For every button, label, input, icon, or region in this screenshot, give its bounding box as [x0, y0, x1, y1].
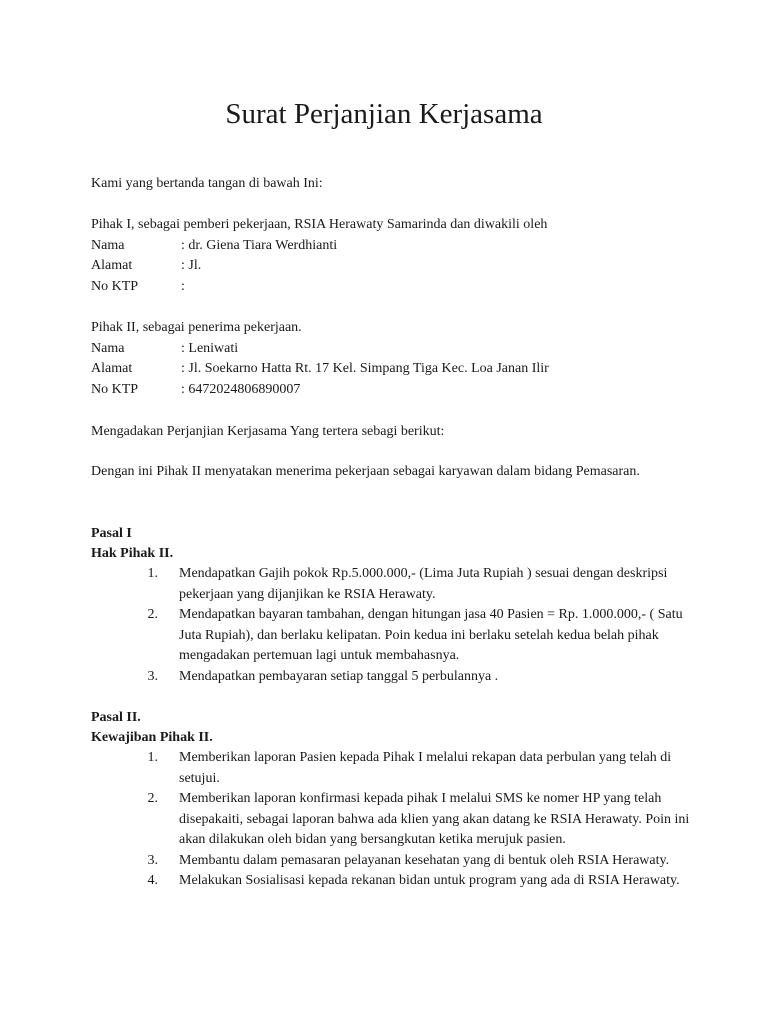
- list-text: Membantu dalam pemasaran pelayanan kesehatan yang di bentuk oleh RSIA Herawaty.: [179, 852, 670, 868]
- field-value: : Leniwati: [181, 340, 239, 356]
- field-label: Nama: [91, 340, 125, 356]
- list-text: Melakukan Sosialisasi kepada rekanan bidan untuk program yang ada di RSIA Herawaty.: [179, 873, 680, 888]
- list-text: Mendapatkan bayaran tambahan, dengan hitungan jasa 40 Pasien = Rp. 1.000.000,- ( Satu Juta Rupiah), dan berlaku kelipatan. Poin kedua ini berlaku setelah kedua belah pihak mengadakan pertemuan lagi untuk membahasnya.: [179, 607, 683, 663]
- pihak1-row-nama: [91, 236, 547, 257]
- pasal2-subheading: Kewajiban Pihak II.: [91, 730, 213, 745]
- pihak2-row-ktp: [91, 380, 549, 401]
- field-value: :: [181, 278, 185, 294]
- statement-line: Mengadakan Perjanjian Kerjasama Yang tertera sebagi berikut:: [91, 424, 445, 439]
- pihak2-row-nama: [91, 339, 549, 360]
- field-label: Nama: [91, 237, 125, 253]
- field-label: Alamat: [91, 258, 133, 273]
- list-number: 2.: [147, 607, 158, 622]
- list-text: Mendapatkan pembayaran setiap tanggal 5 perbulannya .: [179, 668, 499, 684]
- list-text: Mendapatkan Gajih pokok Rp.5.000.000,- (Lima Juta Rupiah ) sesuai dengan deskripsi pekerjaan yang dijanjikan ke RSIA Herawaty.: [179, 566, 668, 602]
- pihak2-heading: Pihak II, sebagai penerima pekerjaan.: [91, 320, 302, 335]
- document-title: Surat Perjanjian Kerjasama: [225, 98, 543, 130]
- list-number: 4.: [147, 873, 158, 888]
- list-text: Memberikan laporan Pasien kepada Pihak I melalui rekapan data perbulan yang telah di setujui.: [179, 750, 672, 786]
- list-item: [91, 871, 691, 892]
- declaration-paragraph: Dengan ini Pihak II menyatakan menerima pekerjaan sebagai karyawan dalam bidang Pemasaran.: [91, 464, 640, 479]
- pihak1-row-alamat: [91, 256, 547, 277]
- field-label: No KTP: [91, 381, 139, 397]
- list-number: 1.: [147, 566, 158, 581]
- list-number: 1.: [147, 750, 158, 765]
- list-text: Memberikan laporan konfirmasi kepada pihak I melalui SMS ke nomer HP yang telah disepakaiti, sebagai laporan bahwa ada klien yang akan datang ke RSIA Herawaty. Poin ini akan dilakukan oleh bidan yang bersangkutan ketika merujuk pasien.: [179, 791, 690, 847]
- pasal2-list: [91, 748, 691, 892]
- field-value: : 6472024806890007: [181, 381, 301, 397]
- list-number: 2.: [147, 791, 158, 806]
- field-label: No KTP: [91, 278, 139, 294]
- pihak2-row-alamat: [91, 359, 549, 380]
- pasal1-list: [91, 564, 691, 687]
- field-label: Alamat: [91, 361, 133, 376]
- intro-line: Kami yang bertanda tangan di bawah Ini:: [91, 176, 323, 191]
- pasal1-heading: Pasal I: [91, 526, 132, 541]
- list-item: [91, 564, 691, 605]
- list-number: 3.: [147, 668, 158, 684]
- pihak2-block: [91, 318, 549, 400]
- list-item: [91, 667, 691, 688]
- field-value: : dr. Giena Tiara Werdhianti: [181, 237, 338, 253]
- list-item: [91, 789, 691, 851]
- pasal1-subheading: Hak Pihak II.: [91, 546, 174, 561]
- field-value: : Jl. Soekarno Hatta Rt. 17 Kel. Simpang Tiga Kec. Loa Janan Ilir: [181, 361, 549, 376]
- list-item: [91, 605, 691, 667]
- pihak1-heading: Pihak I, sebagai pemberi pekerjaan, RSIA Herawaty Samarinda dan diwakili oleh: [91, 217, 548, 232]
- list-item: [91, 851, 691, 872]
- field-value: : Jl.: [181, 258, 202, 273]
- list-item: [91, 748, 691, 789]
- pihak1-row-ktp: [91, 277, 547, 298]
- pihak1-block: [91, 215, 547, 297]
- list-number: 3.: [147, 852, 158, 868]
- pasal2-heading: Pasal II.: [91, 710, 141, 725]
